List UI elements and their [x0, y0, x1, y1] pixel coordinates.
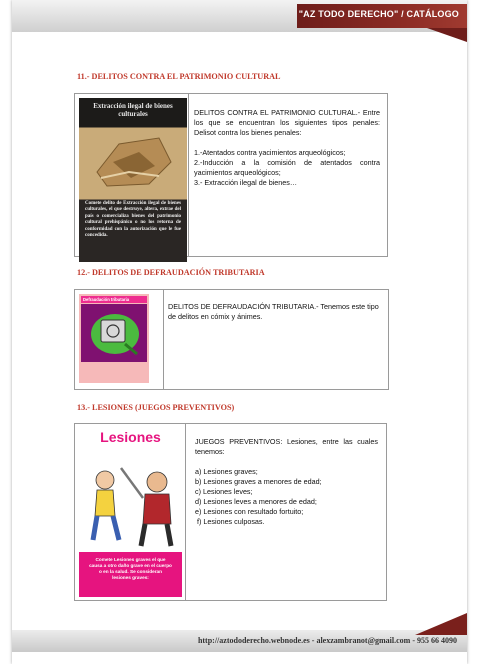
image-title: Defraudación tributaria [81, 296, 147, 303]
image-title: Lesiones [100, 429, 161, 445]
footer-url[interactable]: http://aztododerecho [197, 636, 269, 645]
list-item: f) Lesiones culposas. [195, 517, 265, 526]
section-title-13: 13.- LESIONES (JUEGOS PREVENTIVOS) [77, 403, 235, 412]
injuries-image [79, 428, 182, 597]
card-divider [188, 94, 189, 256]
artifact-illustration [89, 132, 175, 190]
list-item: 3.- Extracción ilegal de bienes… [194, 178, 298, 187]
card-divider [163, 290, 164, 389]
cultural-heritage-image [79, 98, 187, 262]
footer-url-domain[interactable]: .webnode.es [268, 636, 310, 645]
injury-illustration [79, 448, 182, 548]
section-card-13 [74, 423, 387, 601]
card-divider [185, 424, 186, 600]
section-paragraph: DELITOS CONTRA EL PATRIMONIO CULTURAL.- Entre los que se encuentran los siguientes tipos penales: Delisot contra los bienes penales: [194, 108, 380, 137]
section-text-12 [168, 302, 382, 322]
section-paragraph: DELITOS DE DEFRAUDACIÓN TRIBUTARIA.- Tenemos este tipo de delitos en cómix y ánimes. [168, 302, 379, 321]
header-title: "AZ TODO DERECHO" / CATÁLOGO [298, 9, 459, 19]
section-paragraph: JUEGOS PREVENTIVOS: Lesiones, entre las cuales tenemos: [195, 437, 378, 456]
section-title-12: 12.- DELITOS DE DEFRAUDACIÓN TRIBUTARIA [77, 268, 265, 277]
footer-contact-details: - alexzambranot@gmail.com - 955 66 4090 [309, 636, 457, 645]
header-decoration [427, 28, 467, 42]
list-item: 2.-Inducción a la comisión de atentados contra yacimientos arqueológicos; [194, 158, 380, 177]
image-title: Extracción ilegal de bienes culturales [93, 102, 173, 118]
safe-illustration [81, 304, 147, 362]
section-title-11: 11.- DELITOS CONTRA EL PATRIMONIO CULTURAL [77, 72, 281, 81]
list-item: d) Lesiones leves a menores de edad; [195, 497, 317, 506]
image-caption: Comete delito de Extracción ilegal de bienes culturales, el que destruye, altera, extrae del país o comercializa bienes del patrimonio cultural prehispánico o no los retorna de conformidad con la autorización que le fue concedida. [85, 201, 181, 239]
section-card-12 [74, 289, 389, 390]
image-caption: Comete Lesiones graves el que causa a otro daño grave en el cuerpo o en la salud. Se consideran lesiones graves: [79, 552, 182, 597]
section-text-11 [194, 108, 380, 188]
footer-contact [198, 636, 457, 645]
list-item: e) Lesiones con resultado fortuito; [195, 507, 304, 516]
list-item: a) Lesiones graves; [195, 467, 258, 476]
list-item: c) Lesiones leves; [195, 487, 253, 496]
list-item: b) Lesiones graves a menores de edad; [195, 477, 322, 486]
tax-fraud-image [79, 294, 149, 383]
list-item: 1.-Atentados contra yacimientos arqueológicos; [194, 148, 346, 157]
section-text-13 [195, 437, 378, 527]
footer-decoration [415, 613, 467, 635]
section-card-11 [74, 93, 388, 257]
